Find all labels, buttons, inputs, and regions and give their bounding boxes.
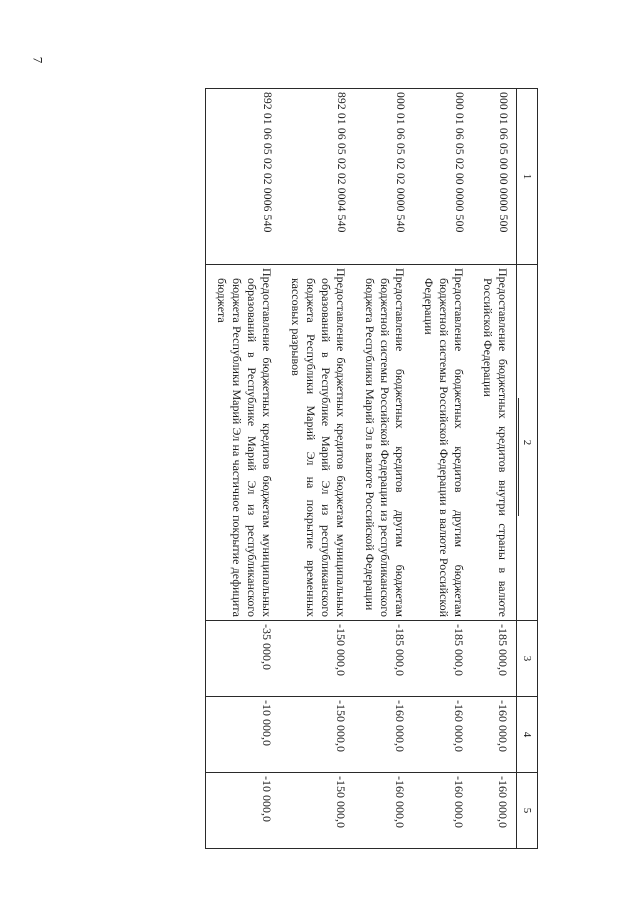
header-col-1: 1 (517, 89, 538, 265)
end-of-table-rule (518, 398, 519, 516)
row-value-col3: -185 000,0 (354, 621, 413, 697)
row-value-col5: -160 000,0 (354, 773, 413, 849)
row-value-col5: -10 000,0 (206, 773, 281, 849)
row-name: Предоставление бюджетных кредитов другим бюджетам бюджетной системы Российской Федерации в валюте Российской Федерации (422, 268, 466, 617)
row-value-col4: -160 000,0 (413, 697, 472, 773)
row-value-col4: -10 000,0 (206, 697, 281, 773)
table-row (206, 89, 281, 849)
table-row (354, 89, 413, 849)
row-value-col3: -150 000,0 (280, 621, 354, 697)
header-col-5: 5 (517, 773, 538, 849)
header-col-3: 3 (517, 621, 538, 697)
row-code: 892 01 06 05 02 02 0006 540 (206, 89, 281, 265)
row-name: Предоставление бюджетных кредитов внутри страны в валюте Российской Федерации (481, 268, 510, 617)
row-value-col3: -185 000,0 (472, 621, 517, 697)
row-value-col4: -150 000,0 (280, 697, 354, 773)
table-row (280, 89, 354, 849)
row-name: Предоставление бюджетных кредитов другим бюджетам бюджетной системы Российской Федерации из республиканского бюджета Республики Марий Эл в валюте Российской Федерации (363, 268, 407, 617)
row-value-col4: -160 000,0 (354, 697, 413, 773)
row-code: 000 01 06 05 02 00 0000 500 (413, 89, 472, 265)
rotated-table-area (98, 88, 538, 848)
row-name-cell (413, 265, 472, 621)
row-code: 000 01 06 05 02 02 0000 540 (354, 89, 413, 265)
row-value-col3: -185 000,0 (413, 621, 472, 697)
row-name-cell (280, 265, 354, 621)
row-name-cell (472, 265, 517, 621)
row-name: Предоставление бюджетных кредитов бюджетам муниципальных образований в Республике Марий Эл из республиканского бюджета Республики Марий Эл на частичное покрытие дефицита бюджета (215, 268, 274, 617)
row-code: 000 01 06 05 00 00 0000 500 (472, 89, 517, 265)
row-value-col3: -35 000,0 (206, 621, 281, 697)
table-row (413, 89, 472, 849)
page-number: 7 (30, 56, 46, 64)
row-value-col4: -160 000,0 (472, 697, 517, 773)
header-col-2: 2 (517, 265, 538, 621)
header-col-4: 4 (517, 697, 538, 773)
table-header-row (517, 89, 538, 849)
row-name: Предоставление бюджетных кредитов бюджетам муниципальных образований в Республике Марий Эл из республиканского бюджета Республики Марий Эл на покрытие временных кассовых разрывов (289, 268, 348, 617)
rotated-table-container (98, 88, 538, 848)
table-row (472, 89, 517, 849)
row-value-col5: -160 000,0 (472, 773, 517, 849)
row-name-cell (354, 265, 413, 621)
row-code: 892 01 06 05 02 02 0004 540 (280, 89, 354, 265)
row-name-cell (206, 265, 281, 621)
row-value-col5: -160 000,0 (413, 773, 472, 849)
row-value-col5: -150 000,0 (280, 773, 354, 849)
budget-table (205, 88, 538, 849)
